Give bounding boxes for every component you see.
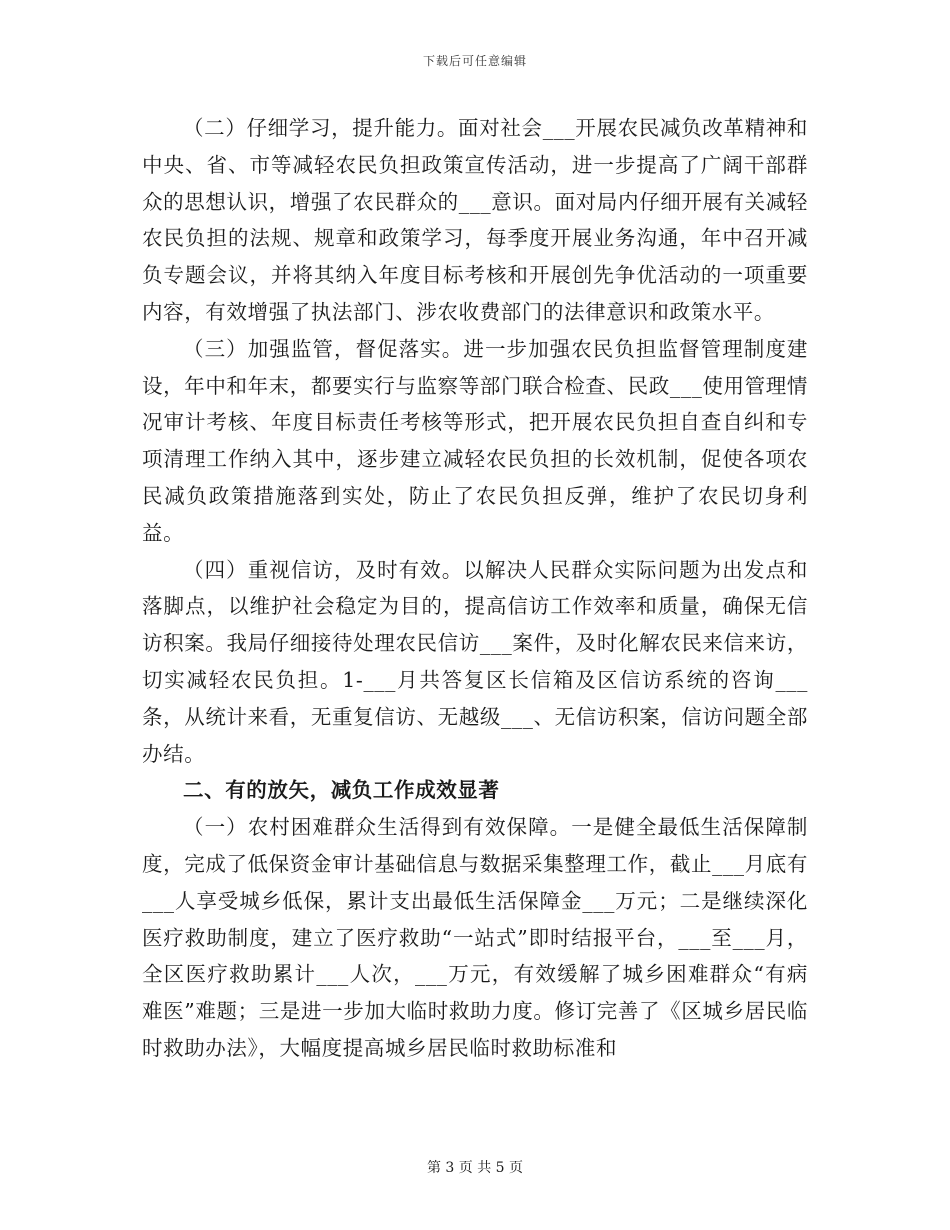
paragraph-petitions: （四）重视信访，及时有效。以解决人民群众实际问题为出发点和落脚点，以维护社会稳定为目的，提高信访工作效率和质量，确保无信访积案。我局仔细接待处理农民信访___案件，及时化解农民来信来访，切实减轻农民负担。1-___月共答复区长信箱及区信访系统的咨询___条，从统计来看，无重复信访、无越级___、无信访积案，信访问题全部办结。	[142, 557, 808, 766]
page-header: 下载后可任意编辑	[422, 54, 527, 68]
page-number: 第 3 页 共 5 页	[426, 1160, 524, 1176]
section-heading: 二、有的放矢，减负工作成效显著	[183, 778, 500, 803]
paragraph-study: （二）仔细学习，提升能力。面对社会___开展农民减负改革精神和中央、省、市等减轻农民负担政策宣传活动，进一步提高了广阔干部群众的思想认识，增强了农民群众的___意识。面对局内仔细开展有关减轻农民负担的法规、规章和政策学习，每季度开展业务沟通，年中召开减负专题会议，并将其纳入年度目标考核和开展创先争优活动的一项重要内容，有效增强了执法部门、涉农收费部门的法律意识和政策水平。	[142, 116, 808, 324]
document-body	[142, 110, 808, 1067]
paragraph-supervision: （三）加强监管，督促落实。进一步加强农民负担监督管理制度建设，年中和年末，都要实行与监察等部门联合检查、民政___使用管理情况审计考核、年度目标责任考核等形式，把开展农民负担自查自纠和专项清理工作纳入其中，逐步建立减轻农民负担的长效机制，促使各项农民减负政策措施落到实处，防止了农民负担反弹，维护了农民切身利益。	[142, 336, 808, 545]
paragraph-rural-support: （一）农村困难群众生活得到有效保障。一是健全最低生活保障制度，完成了低保资金审计基础信息与数据采集整理工作，截止___月底有___人享受城乡低保，累计支出最低生活保障金___万元；二是继续深化医疗救助制度，建立了医疗救助“一站式”即时结报平台，___至___月，全区医疗救助累计___人次，___万元，有效缓解了城乡困难群众“有病难医”难题；三是进一步加大临时救助力度。修订完善了《区城乡居民临时救助办法》，大幅度提高城乡居民临时救助标准和	[142, 815, 808, 1060]
